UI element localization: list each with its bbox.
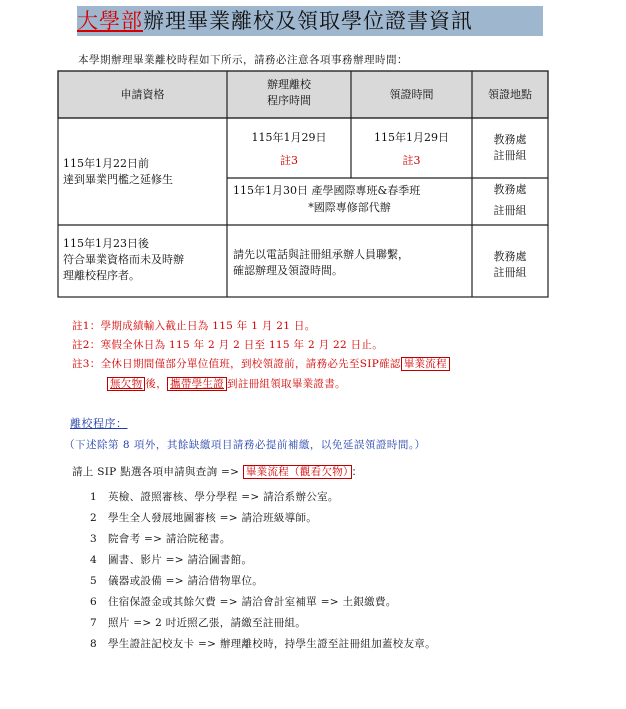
sip-instruction bbox=[72, 464, 362, 479]
procedure-item-number: 6 bbox=[90, 596, 97, 608]
procedure-item bbox=[90, 594, 397, 609]
row1-process-date: 115年1月29日 bbox=[251, 131, 327, 144]
row2-location-1: 教務處 bbox=[493, 250, 527, 263]
note-3-box-no-debt: 無欠物 bbox=[107, 377, 145, 391]
note-3-text-c: 到註冊組領取畢業證書。 bbox=[227, 378, 346, 390]
row1-cert-note: 註3 bbox=[402, 154, 421, 167]
procedure-item bbox=[90, 510, 317, 525]
note-3-box-flow: 畢業流程 bbox=[401, 357, 450, 371]
row1-cert-date: 115年1月29日 bbox=[374, 131, 449, 144]
note-3-text-a: 註3：全休日期間僅部分單位值班，到校領證前，請務必先至SIP確認 bbox=[72, 358, 401, 370]
row2-process-2: 確認辦理及領證時間。 bbox=[233, 264, 343, 277]
procedure-item-text: 院會考 => 請洽院秘書。 bbox=[108, 533, 231, 545]
procedure-item-text: 學生全人發展地圖審核 => 請洽班級導師。 bbox=[108, 512, 318, 524]
row2-eligibility-desc-2: 理離校程序者。 bbox=[63, 269, 140, 282]
procedure-item-text: 儀器或設備 => 請洽借物單位。 bbox=[108, 575, 264, 587]
row2-process-1: 請先以電話與註冊組承辦人員聯繫， bbox=[233, 248, 409, 261]
procedure-item-number: 1 bbox=[90, 491, 97, 503]
procedure-item bbox=[90, 615, 306, 630]
procedure-item-text: 住宿保證金或其餘欠費 => 請洽會計室補單 => 土銀繳費。 bbox=[108, 596, 397, 608]
row1-location-2: 註冊組 bbox=[493, 149, 527, 162]
header-eligibility: 申請資格 bbox=[120, 88, 165, 101]
procedure-item bbox=[90, 531, 231, 546]
row1-sub-line1: 115年1月30日 產學國際專班&春季班 bbox=[233, 184, 421, 197]
procedure-heading: 離校程序： bbox=[70, 417, 128, 430]
procedure-item bbox=[90, 573, 263, 588]
note-3-line1 bbox=[72, 356, 450, 371]
note-1: 註1：學期成績輸入截止日為 115 年 1 月 21 日。 bbox=[72, 320, 316, 332]
procedure-item-number: 8 bbox=[90, 638, 97, 650]
note-3-line2 bbox=[107, 376, 346, 391]
row2-location-2: 註冊組 bbox=[493, 266, 527, 279]
row1-eligibility-date: 115年1月22日前 bbox=[63, 157, 149, 170]
header-process-time-2: 程序時間 bbox=[267, 94, 311, 107]
note-2: 註2：寒假全休日為 115 年 2 月 2 日至 115 年 2 月 22 日止。 bbox=[72, 339, 384, 351]
procedure-item-text: 學生證註記校友卡 => 辦理離校時，持學生證至註冊組加蓋校友章。 bbox=[108, 638, 436, 650]
row1-process-note: 註3 bbox=[280, 154, 298, 167]
row1-sub-location-2: 註冊組 bbox=[493, 204, 527, 217]
row1-eligibility-desc: 達到畢業門檻之延修生 bbox=[63, 173, 173, 186]
title-text: 辦理畢業離校及領取學位證書資訊 bbox=[143, 9, 473, 33]
row1-sub-line2: *國際專修部代辦 bbox=[308, 201, 391, 214]
procedure-item-number: 5 bbox=[90, 575, 97, 587]
procedure-item bbox=[90, 636, 436, 651]
procedure-item-number: 4 bbox=[90, 554, 97, 566]
row1-sub-location-1: 教務處 bbox=[493, 183, 527, 196]
procedure-item-number: 3 bbox=[90, 533, 97, 545]
row2-eligibility-desc-1: 符合畢業資格而未及時辦 bbox=[63, 253, 184, 266]
header-cert-time: 領證時間 bbox=[389, 88, 434, 101]
header-cert-location: 領證地點 bbox=[488, 88, 532, 101]
row1-location-1: 教務處 bbox=[493, 133, 527, 146]
note-3-text-b: 後， bbox=[145, 378, 168, 390]
procedure-item bbox=[90, 489, 339, 504]
procedure-item bbox=[90, 552, 252, 567]
intro-text: 本學期辦理畢業離校時程如下所示，請務必注意各項事務辦理時間： bbox=[78, 54, 408, 66]
procedure-item-text: 圖書、影片 => 請洽圖書館。 bbox=[108, 554, 253, 566]
row2-eligibility-date: 115年1月23日後 bbox=[63, 237, 149, 250]
sip-flow-box: 畢業流程（觀看欠物） bbox=[243, 465, 352, 479]
procedure-item-text: 照片 => 2 吋近照乙張，請繳至註冊組。 bbox=[108, 617, 307, 629]
procedure-item-number: 2 bbox=[90, 512, 97, 524]
procedure-item-number: 7 bbox=[90, 617, 97, 629]
procedure-item-text: 英檢、證照審核、學分學程 => 請洽系辦公室。 bbox=[108, 491, 339, 503]
procedure-paren-note: （下述除第 8 項外，其餘缺繳項目請務必提前補繳，以免延誤領證時間。） bbox=[64, 439, 426, 451]
sip-suffix: ： bbox=[351, 466, 363, 478]
title-highlight: 大學部 bbox=[77, 9, 143, 33]
header-process-time-1: 辦理離校 bbox=[267, 78, 311, 91]
sip-prefix: 請上 SIP 點選各項申請與查詢 => bbox=[72, 466, 240, 478]
note-3-box-student-id: 攜帶學生證 bbox=[167, 377, 227, 391]
